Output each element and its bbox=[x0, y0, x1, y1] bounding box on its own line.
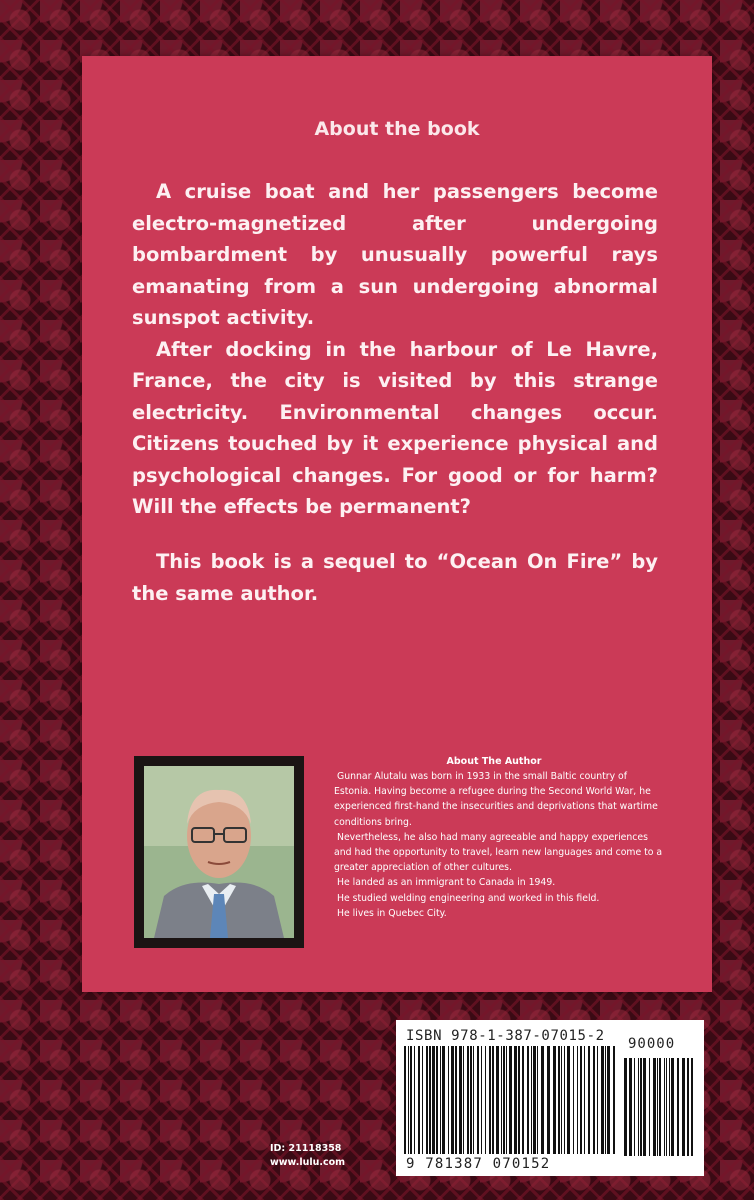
author-bio bbox=[334, 769, 664, 921]
barcode-number: 9 781387 070152 bbox=[406, 1156, 551, 1172]
lulu-url: www.lulu.com bbox=[270, 1157, 346, 1168]
bio-paragraph: Nevertheless, he also had many agreeable and happy experiences and had the opportunity to travel, learn new languages and come to a greater appreciation of other cultures. bbox=[334, 831, 663, 874]
sequel-note bbox=[132, 546, 658, 609]
bio-paragraph: He studied welding engineering and worked in this field. bbox=[337, 892, 600, 904]
lulu-id: ID: 21118358 bbox=[270, 1143, 342, 1154]
author-portrait-image bbox=[144, 766, 294, 938]
blurb-paragraph: This book is a sequel to “Ocean On Fire” by the same author. bbox=[132, 550, 658, 605]
blurb-paragraph: After docking in the harbour of Le Havre, France, the city is visited by this strange electricity. Environmental changes occur. Citizens touched by it experience physical and psychological changes. For good or for harm? Will the effects be permanent? bbox=[132, 337, 658, 518]
author-photo bbox=[134, 756, 304, 948]
bio-paragraph: Gunnar Alutalu was born in 1933 in the small Baltic country of Estonia. Having become a refugee during the Second World War, he experienced first-hand the insecurities and deprivations that wartime conditions bring. bbox=[334, 771, 658, 828]
about-author-heading: About The Author bbox=[446, 756, 542, 767]
blurb-paragraph: A cruise boat and her passengers become electro-magnetized after undergoing bombardment by unusually powerful rays emanating from a sun undergoing abnormal sunspot activity. bbox=[132, 180, 658, 329]
isbn-barcode bbox=[396, 1020, 704, 1176]
barcode-bars bbox=[404, 1046, 616, 1158]
isbn-label: ISBN 978-1-387-07015-2 bbox=[406, 1028, 605, 1044]
back-cover-panel bbox=[82, 56, 712, 992]
price-code: 90000 bbox=[628, 1036, 676, 1052]
price-barcode-bars bbox=[624, 1058, 694, 1156]
book-blurb bbox=[132, 176, 658, 523]
bio-paragraph: He lives in Quebec City. bbox=[337, 907, 447, 919]
about-book-heading: About the book bbox=[314, 118, 480, 140]
publisher-info bbox=[270, 1142, 345, 1170]
bio-paragraph: He landed as an immigrant to Canada in 1949. bbox=[337, 877, 556, 889]
